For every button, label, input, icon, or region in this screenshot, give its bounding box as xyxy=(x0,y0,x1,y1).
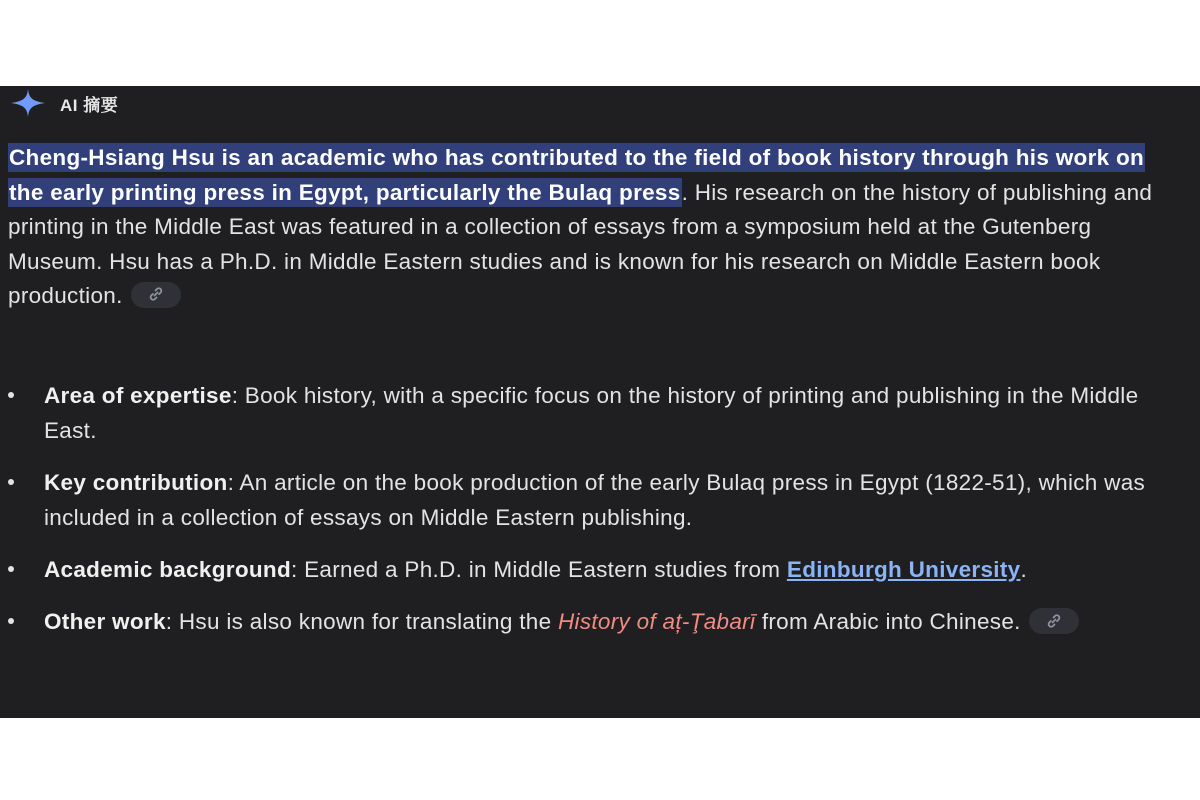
bullet-term: Key contribution xyxy=(44,470,228,495)
bullet-term: Academic background xyxy=(44,557,292,582)
bullet-dot xyxy=(8,392,14,398)
details-list xyxy=(8,378,1183,656)
ai-summary-header xyxy=(10,88,118,118)
spark-icon xyxy=(10,88,46,118)
source-link-chip[interactable] xyxy=(1029,608,1079,634)
bullet-dot xyxy=(8,618,14,624)
highlighted-summary: Cheng-Hsiang Hsu is an academic who has contributed to the field of book history through his work on the early printing press in Egypt, particularly the Bulaq press xyxy=(9,145,1145,205)
list-item xyxy=(8,604,1183,639)
summary-paragraph xyxy=(8,141,1183,314)
bullet-dot xyxy=(8,566,14,572)
bullet-dot xyxy=(8,479,14,485)
source-link-chip[interactable] xyxy=(131,282,181,308)
link-icon xyxy=(1046,604,1062,639)
link-icon xyxy=(148,278,164,313)
bullet-text-end: . xyxy=(1020,557,1027,582)
ai-summary-panel xyxy=(0,86,1200,718)
ai-summary-label: AI 摘要 xyxy=(60,95,119,115)
list-item xyxy=(8,552,1183,587)
edinburgh-university-link[interactable]: Edinburgh University xyxy=(786,557,1021,582)
bullet-text: : Book history, with a specific focus on the history of printing and publishing in the Middle East. xyxy=(44,383,1139,443)
summary-period: . xyxy=(681,179,689,205)
bullet-term: Area of expertise xyxy=(44,383,232,408)
list-item xyxy=(8,378,1183,448)
summary-body: His research on the history of publishing and printing in the Middle East was featured in a collection of essays from a symposium held at the Gutenberg Museum. Hsu has a Ph.D. in Middle Eastern studies and is known for his research on Middle Eastern book production. xyxy=(8,179,1153,308)
bullet-text: : An article on the book production of the early Bulaq press in Egypt (1822-51), which was included in a collection of essays on Middle Eastern publishing. xyxy=(44,470,1146,530)
bullet-term: Other work xyxy=(44,609,166,634)
list-item xyxy=(8,465,1183,535)
book-title: History of aț-Ţabarī xyxy=(557,609,756,634)
bullet-text: : Earned a Ph.D. in Middle Eastern studies from xyxy=(291,557,787,582)
bullet-text-end: from Arabic into Chinese. xyxy=(755,609,1021,634)
bullet-text: : Hsu is also known for translating the xyxy=(165,609,558,634)
